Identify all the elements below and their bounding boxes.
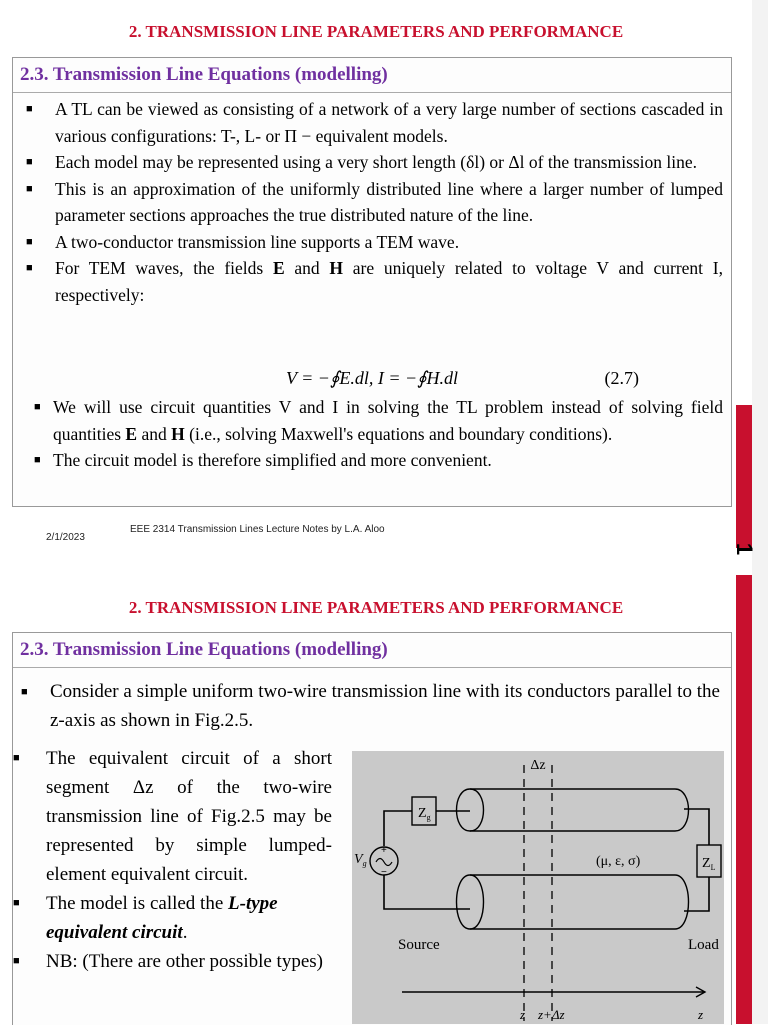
field-e: E bbox=[125, 423, 138, 444]
section-title: 2.3. Transmission Line Equations (modelling) bbox=[20, 639, 388, 660]
bullet-text: The equivalent circuit of a short segment Δz of the two-wire transmission line of Fig.2.5 may be represented by simple lumped-element equivalent circuit. bbox=[46, 748, 332, 885]
content-box bbox=[12, 57, 732, 507]
equation-number: (2.7) bbox=[604, 368, 639, 388]
bullet-icon: ■ bbox=[26, 156, 33, 168]
list-item bbox=[0, 744, 332, 889]
slide-header: 2. TRANSMISSION LINE PARAMETERS AND PERFORMANCE bbox=[128, 22, 624, 41]
bullet-text: A TL can be viewed as consisting of a network of a very large number of sections cascaded in various configurations: T-, L- or Π − equivalent models. bbox=[55, 99, 723, 146]
source-label: Source bbox=[398, 937, 440, 953]
right-margin-strip bbox=[752, 0, 768, 1024]
bullet-icon: ■ bbox=[26, 182, 33, 195]
bullet-icon: ■ bbox=[34, 454, 41, 466]
intro-list bbox=[12, 677, 720, 735]
bullet-icon: ■ bbox=[34, 401, 41, 413]
z-axis-label: z bbox=[698, 1007, 704, 1022]
title-divider bbox=[13, 667, 731, 668]
list-item bbox=[0, 947, 332, 976]
footer-date: 2/1/2023 bbox=[46, 532, 85, 543]
list-item bbox=[17, 149, 723, 176]
slide-2 bbox=[0, 575, 752, 1024]
bullet-icon: ■ bbox=[21, 686, 28, 698]
accent-bar bbox=[736, 405, 752, 548]
slide-header: 2. TRANSMISSION LINE PARAMETERS AND PERFORMANCE bbox=[128, 598, 624, 617]
list-item bbox=[17, 96, 723, 149]
emphasis-text: L-type equivalent circuit bbox=[46, 893, 278, 943]
zg-label: $Z_g$ bbox=[418, 806, 431, 822]
bullet-icon: ■ bbox=[13, 955, 20, 967]
equation-row bbox=[13, 364, 731, 392]
list-item bbox=[12, 677, 720, 735]
equation: V = −∮E.dl, I = −∮H.dl bbox=[285, 368, 458, 388]
bullet-icon: ■ bbox=[26, 235, 33, 248]
bullet-icon: ■ bbox=[26, 103, 33, 115]
list-item bbox=[17, 176, 723, 229]
bullet-text: We will use circuit quantities V and I in solving the TL problem instead of solving field quantities bbox=[53, 397, 723, 444]
bullet-text: and bbox=[137, 423, 172, 444]
accent-bar bbox=[736, 575, 752, 1024]
bullet-text: NB: (There are other possible types) bbox=[46, 951, 323, 972]
bullet-text: For TEM waves, the fields bbox=[55, 258, 273, 278]
field-e: E bbox=[272, 258, 285, 278]
page-number: 1 bbox=[731, 542, 757, 556]
footer-text: EEE 2314 Transmission Lines Lecture Notes by L.A. Aloo bbox=[130, 524, 385, 535]
field-h: H bbox=[171, 423, 185, 444]
vg-label: $V_g$ bbox=[354, 852, 367, 868]
bullet-list bbox=[17, 96, 723, 308]
svg-text:−: − bbox=[381, 867, 387, 878]
zdz-label: z+Δz bbox=[538, 1007, 565, 1022]
zl-label: $Z_L$ bbox=[702, 856, 716, 872]
bullet-text: The model is called the bbox=[46, 893, 229, 914]
list-item bbox=[17, 447, 723, 474]
left-column-list bbox=[0, 744, 332, 976]
transmission-line-diagram bbox=[352, 751, 724, 1024]
bullet-text: A two-conductor transmission line supports a TEM wave. bbox=[55, 231, 460, 252]
bottom-conductor bbox=[457, 875, 689, 929]
field-h: H bbox=[329, 258, 344, 278]
dz-label: Δz bbox=[530, 758, 546, 773]
bullet-text: are uniquely related to voltage V and current I, respectively: bbox=[55, 258, 723, 305]
params-label: (μ, ε, σ) bbox=[596, 854, 641, 869]
bullet-list-2 bbox=[17, 394, 723, 474]
list-item bbox=[17, 394, 723, 447]
title-divider bbox=[13, 92, 731, 93]
figure-2-5 bbox=[352, 751, 724, 1024]
svg-text:+: + bbox=[381, 845, 387, 856]
bullet-icon: ■ bbox=[13, 752, 20, 764]
load-label: Load bbox=[688, 937, 719, 953]
bullet-text: This is an approximation of the uniformly distributed line where a larger number of lumped parameter sections approaches the true distributed nature of the line. bbox=[55, 178, 723, 225]
bullet-icon: ■ bbox=[13, 897, 20, 909]
bullet-icon: ■ bbox=[26, 262, 33, 274]
list-item bbox=[17, 229, 723, 256]
bullet-text: Each model may be represented using a very short length (δl) or Δl of the transmission line. bbox=[55, 152, 698, 172]
list-item bbox=[17, 255, 723, 308]
bullet-text: and bbox=[284, 258, 330, 278]
z-label: z bbox=[520, 1007, 526, 1022]
top-conductor bbox=[457, 789, 689, 831]
bullet-text: Consider a simple uniform two-wire transmission line with its conductors parallel to the z-axis as shown in Fig.2.5. bbox=[50, 681, 720, 731]
bullet-text: (i.e., solving Maxwell's equations and boundary conditions). bbox=[184, 423, 613, 444]
bullet-text: . bbox=[182, 922, 188, 943]
list-item bbox=[0, 889, 332, 947]
section-title: 2.3. Transmission Line Equations (modelling) bbox=[20, 64, 388, 85]
bullet-text: The circuit model is therefore simplified and more convenient. bbox=[53, 450, 492, 470]
